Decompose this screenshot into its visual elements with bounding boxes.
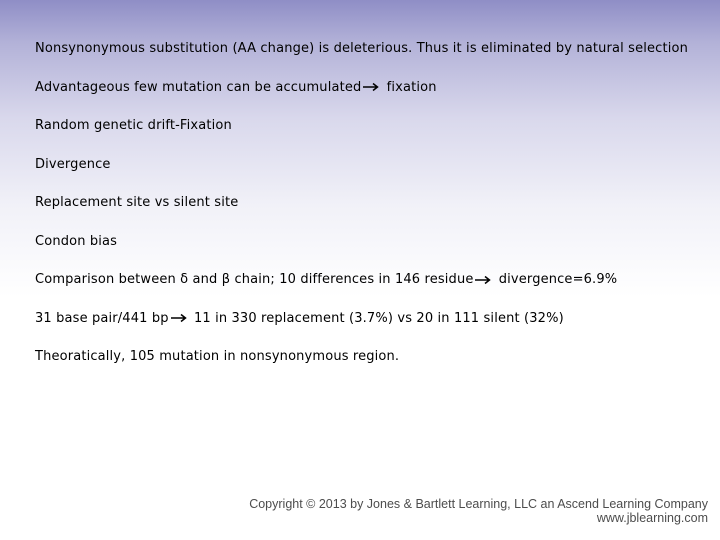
publisher-url: www.jblearning.com xyxy=(596,511,708,525)
bullet-item: 31 base pair/441 bp 11 in 330 replacement (3.7%) vs 20 in 111 silent (32%) xyxy=(35,310,564,326)
copyright-notice xyxy=(249,497,708,525)
bullet-item: Comparison between δ and β chain; 10 differences in 146 residue divergence=6.9% xyxy=(35,272,618,287)
right-arrow-icon xyxy=(170,313,188,323)
bullet-item: Advantageous few mutation can be accumulated fixation xyxy=(35,79,437,95)
bullet-item: Divergence xyxy=(35,156,111,172)
bullet-item: Random genetic drift-Fixation xyxy=(35,118,232,133)
bullet-item: Nonsynonymous substitution (AA change) is deleterious. Thus it is eliminated by natural selection xyxy=(35,41,688,56)
bullet-item: Theoratically, 105 mutation in nonsynonymous region. xyxy=(35,349,400,364)
copyright-text: Copyright © 2013 by Jones & Bartlett Learning, LLC an Ascend Learning Company xyxy=(249,497,708,511)
bullet-item: Replacement site vs silent site xyxy=(35,195,239,210)
right-arrow-icon xyxy=(474,275,492,285)
bullet-item: Condon bias xyxy=(35,233,118,249)
right-arrow-icon xyxy=(362,82,380,92)
bullet-list xyxy=(35,40,705,387)
